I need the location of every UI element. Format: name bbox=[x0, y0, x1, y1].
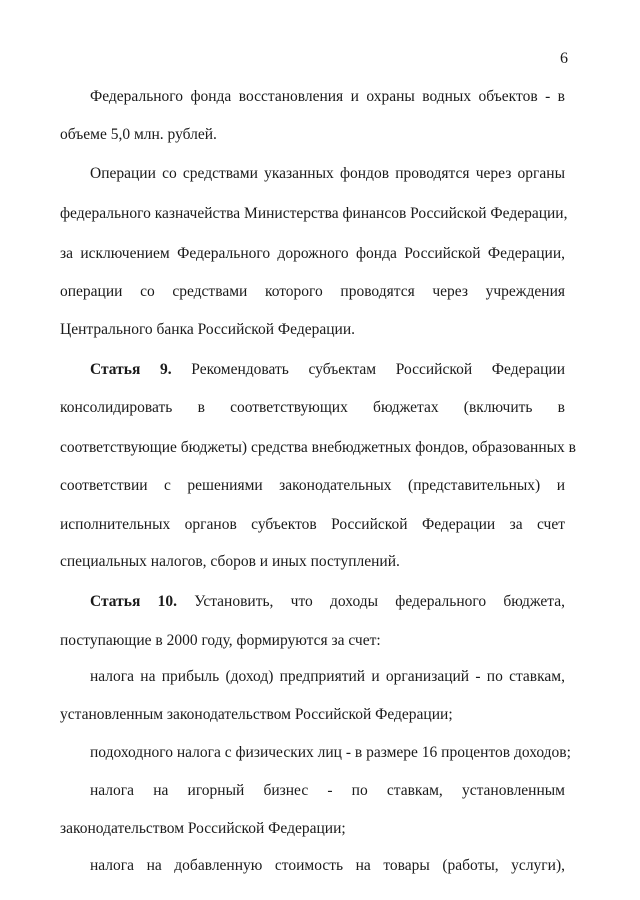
line-text: Федерального фонда восстановления и охраны водных объектов - в bbox=[90, 88, 565, 105]
text-line bbox=[60, 516, 565, 534]
line-text: исполнительных органов субъектов Российской Федерации за счет bbox=[60, 516, 565, 533]
text-line bbox=[90, 857, 565, 875]
line-text: налога на добавленную стоимость на товары (работы, услуги), bbox=[90, 857, 565, 874]
line-text: законодательством Российской Федерации; bbox=[60, 820, 346, 837]
text-line bbox=[60, 126, 565, 144]
line-text: установленным законодательством Российской Федерации; bbox=[60, 706, 453, 723]
line-text: Операции со средствами указанных фондов проводятся через органы bbox=[90, 165, 565, 182]
text-line bbox=[90, 668, 565, 686]
line-text: Центрального банка Российской Федерации. bbox=[60, 321, 355, 338]
line-text: поступающие в 2000 году, формируются за счет: bbox=[60, 632, 381, 649]
text-line bbox=[60, 205, 568, 223]
line-text: за исключением Федерального дорожного фонда Российской Федерации, bbox=[60, 245, 565, 262]
line-text: объеме 5,0 млн. рублей. bbox=[60, 126, 217, 143]
text-line bbox=[60, 439, 576, 457]
text-line bbox=[60, 553, 565, 571]
text-line bbox=[90, 361, 565, 379]
text-line bbox=[60, 321, 565, 339]
page-number: 6 bbox=[560, 50, 568, 67]
text-line bbox=[60, 706, 565, 724]
text-line bbox=[90, 744, 571, 762]
line-text: специальных налогов, сборов и иных поступлений. bbox=[60, 553, 400, 570]
article-heading: Статья 9. bbox=[90, 361, 172, 378]
line-text: консолидировать в соответствующих бюджетах (включить в bbox=[60, 399, 565, 416]
article-heading: Статья 10. bbox=[90, 593, 177, 610]
text-line bbox=[90, 88, 565, 106]
text-line bbox=[60, 632, 565, 650]
text-line bbox=[60, 245, 565, 263]
text-line bbox=[60, 399, 565, 417]
line-text: соответствии с решениями законодательных (представительных) и bbox=[60, 477, 565, 494]
line-text: операции со средствами которого проводятся через учреждения bbox=[60, 283, 565, 300]
line-text: соответствующие бюджеты) средства внебюджетных фондов, образованных в bbox=[60, 439, 576, 456]
line-text: налога на прибыль (доход) предприятий и организаций - по ставкам, bbox=[90, 668, 565, 685]
text-line bbox=[90, 165, 565, 183]
line-text: федерального казначейства Министерства финансов Российской Федерации, bbox=[60, 205, 568, 222]
text-line bbox=[60, 283, 565, 301]
line-text: Установить, что доходы федерального бюджета, bbox=[194, 593, 566, 610]
line-text: налога на игорный бизнес - по ставкам, установленным bbox=[90, 782, 565, 799]
text-line bbox=[90, 782, 565, 800]
text-line bbox=[60, 477, 565, 495]
text-line bbox=[90, 593, 565, 611]
line-text: Рекомендовать субъектам Российской Федерации bbox=[191, 361, 566, 378]
text-line bbox=[60, 820, 565, 838]
line-text: подоходного налога с физических лиц - в размере 16 процентов доходов; bbox=[90, 744, 571, 761]
